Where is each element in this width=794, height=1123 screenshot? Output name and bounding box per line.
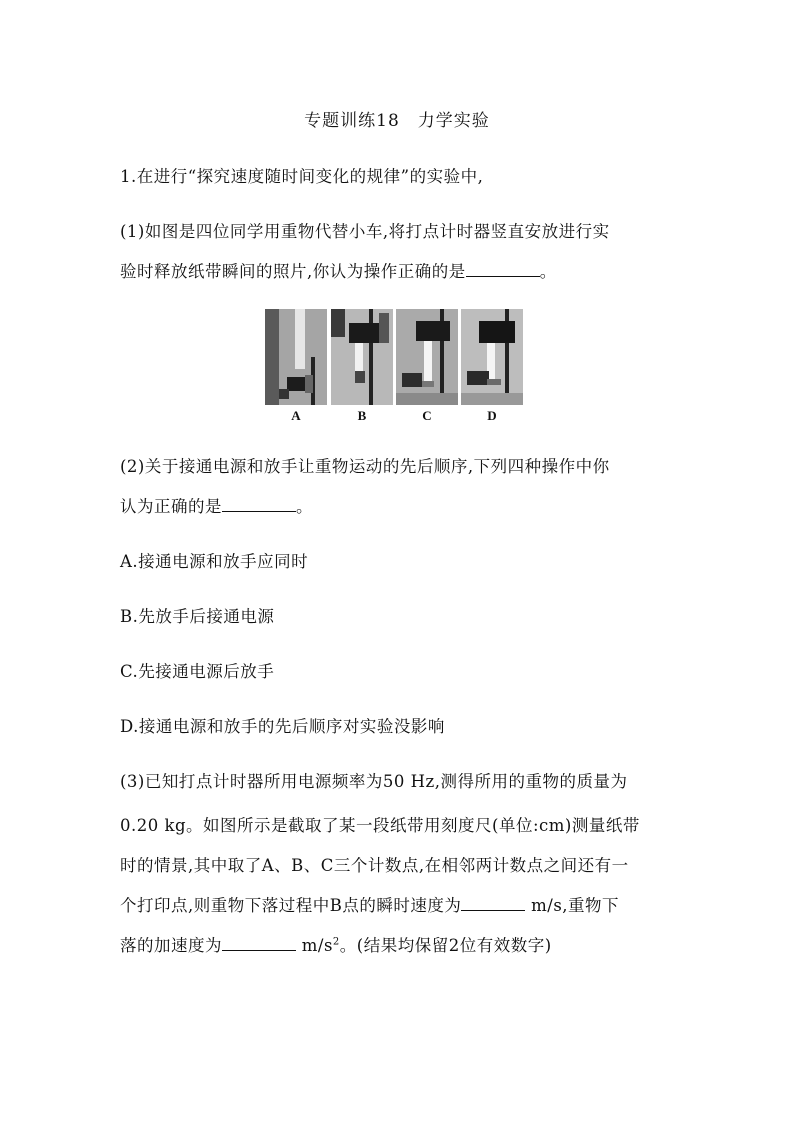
- unit-exponent: 2: [332, 936, 340, 948]
- part3-line2: 0.20 kg。如图所示是截取了某一段纸带用刻度尺(单位:cm)测量纸带: [120, 816, 640, 835]
- part1-line2: [120, 258, 557, 282]
- part2-line2-text: 认为正确的是: [120, 497, 222, 516]
- page-title: 专题训练18 力学实验: [304, 111, 490, 131]
- photo-a-image: [265, 309, 327, 405]
- part1-period: 。: [539, 262, 557, 281]
- answer-blank-4[interactable]: [222, 936, 296, 951]
- part2-line2: [120, 493, 313, 517]
- photo-b-image: [331, 309, 393, 405]
- part3-line5-unit: m/s: [296, 936, 333, 955]
- part3-line4: [120, 892, 619, 916]
- photo-label-c: C: [422, 408, 432, 423]
- part1-line1: (1)如图是四位同学用重物代替小车,将打点计时器竖直安放进行实: [120, 222, 610, 241]
- part2-period: 。: [296, 497, 313, 516]
- photo-label-a: A: [291, 408, 301, 423]
- experiment-photos: [265, 309, 531, 421]
- photo-b: [331, 309, 393, 405]
- part1-line2-text: 验时释放纸带瞬间的照片,你认为操作正确的是: [120, 262, 466, 281]
- part3-line4-text: 个打印点,则重物下落过程中B点的瞬时速度为: [120, 896, 462, 915]
- part3-line5: [120, 932, 552, 956]
- answer-blank-3[interactable]: [461, 896, 525, 911]
- answer-blank-1[interactable]: [466, 262, 540, 277]
- answer-blank-2[interactable]: [222, 497, 296, 512]
- option-b: B.先放手后接通电源: [120, 607, 275, 626]
- part3-line3: 时的情景,其中取了A、B、C三个计数点,在相邻两计数点之间还有一: [120, 856, 629, 875]
- part2-line1: (2)关于接通电源和放手让重物运动的先后顺序,下列四种操作中你: [120, 457, 610, 476]
- photo-c-image: [396, 309, 458, 405]
- photo-label-d: D: [487, 408, 497, 423]
- photo-d: [461, 309, 523, 405]
- option-a: A.接通电源和放手应同时: [120, 552, 309, 571]
- part3-line5-text: 落的加速度为: [120, 936, 222, 955]
- part3-line4-unit: m/s,重物下: [525, 896, 620, 915]
- photo-label-b: B: [357, 408, 367, 423]
- photo-a: [265, 309, 327, 405]
- option-c: C.先接通电源后放手: [120, 662, 275, 681]
- photo-d-image: [461, 309, 523, 405]
- photo-c: [396, 309, 458, 405]
- question-intro: 1.在进行“探究速度随时间变化的规律”的实验中,: [120, 167, 484, 186]
- option-d: D.接通电源和放手的先后顺序对实验没影响: [120, 717, 445, 736]
- part3-line1: (3)已知打点计时器所用电源频率为50 Hz,测得所用的重物的质量为: [120, 772, 628, 791]
- part3-line5-note: 。(结果均保留2位有效数字): [339, 936, 552, 955]
